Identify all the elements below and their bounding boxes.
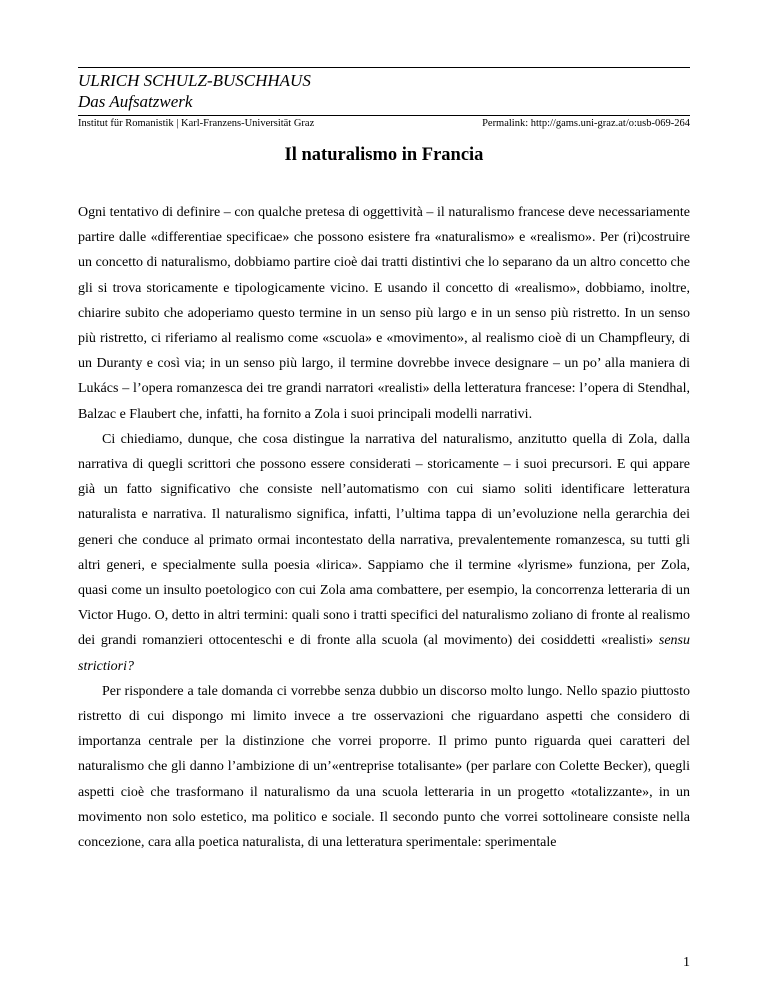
series-title: Das Aufsatzwerk (78, 92, 193, 111)
paragraph-2 (78, 427, 690, 679)
header-bottom-rule (78, 115, 690, 116)
paragraph-3: Per rispondere a tale domanda ci vorrebbe senza dubbio un discorso molto lungo. Nello spazio piuttosto ristretto di cui dispongo mi limito invece a tre osservazioni che riguardano aspetti che considero di importanza centrale per la distinzione che vorrei proporre. Il primo punto riguarda quei caratteri del naturalismo che gli danno l’ambizione di un’«entreprise totalisante» (per parlare con Colette Becker), quegli aspetti cioè che trasformano il naturalismo da una scuola letteraria in un progetto «totalizzante», in un movimento non solo estetico, ma politico e sociale. Il secondo punto che vorrei sottolineare consiste nella concezione, cara alla poetica naturalista, di una letteratura sperimentale: sperimentale (78, 683, 690, 851)
page-number: 1 (683, 955, 690, 970)
header-top-rule (78, 67, 690, 68)
institute-label: Institut für Romanistik | Karl-Franzens-Universität Graz (78, 118, 315, 129)
article-body (78, 200, 690, 855)
paragraph-2-italic: sensu strictiori? (78, 633, 690, 674)
article-title: Il naturalismo in Francia (284, 145, 484, 165)
paragraph-1: Ogni tentativo di definire – con qualche pretesa di oggettività – il naturalismo francese deve necessariamente partire dalle «differentiae specificae» che possono esistere fra «naturalismo» e «realismo». Per (ri)costruire un concetto di naturalismo, dobbiamo partire cioè dai tratti distintivi che lo separano da un altro concetto che gli si trova storicamente e tipologicamente vicino. E usando il concetto di «realismo», dobbiamo, inoltre, chiarire subito che adoperiamo questo termine in un senso più largo e in un senso più ristretto. In un senso più ristretto, ci riferiamo al realismo come «scuola» e «movimento», al realismo cioè di un Champfleury, di un Duranty e così via; in un senso più largo, il termine dovrebbe invece designare – un po’ alla maniera di Lukács – l’opera romanzesca dei tre grandi narratori «realisti» della letteratura francese: l’opera di Stendhal, Balzac e Flaubert che, infatti, ha fornito a Zola i suoi principali modelli narrativi. (78, 205, 690, 422)
paragraph-2-text: Ci chiediamo, dunque, che cosa distingue la narrativa del naturalismo, anzitutto quella di Zola, dalla narrativa di quegli scrittori che possono essere considerati – storicamente – i suoi precursori. E qui appare già un fatto significativo che consiste nell’automatismo con cui siamo soliti identificare letteratura naturalista e narrativa. Il naturalismo significa, infatti, l’ultima tappa di un’evoluzione nella gerarchia dei generi che conduce al primato ormai incontestato della narrativa, prevalentemente romanzesca, su tutti gli altri generi, e specialmente sulla poesia «lirica». Sappiamo che il termine «lyrisme» funziona, per Zola, quasi come un insulto poetologico con cui Zola ama combattere, per esempio, la concorrenza letteraria di un Victor Hugo. O, detto in altri termini: quali sono i tratti specifici del naturalismo zoliano di fronte al realismo dei grandi romanzieri ottocenteschi e di fronte alla scuola (al movimento) dei cosiddetti «realisti» (78, 431, 690, 649)
permalink[interactable]: Permalink: http://gams.uni-graz.at/o:usb-069-264 (482, 118, 690, 129)
author-name: ULRICH SCHULZ-BUSCHHAUS (78, 71, 311, 90)
